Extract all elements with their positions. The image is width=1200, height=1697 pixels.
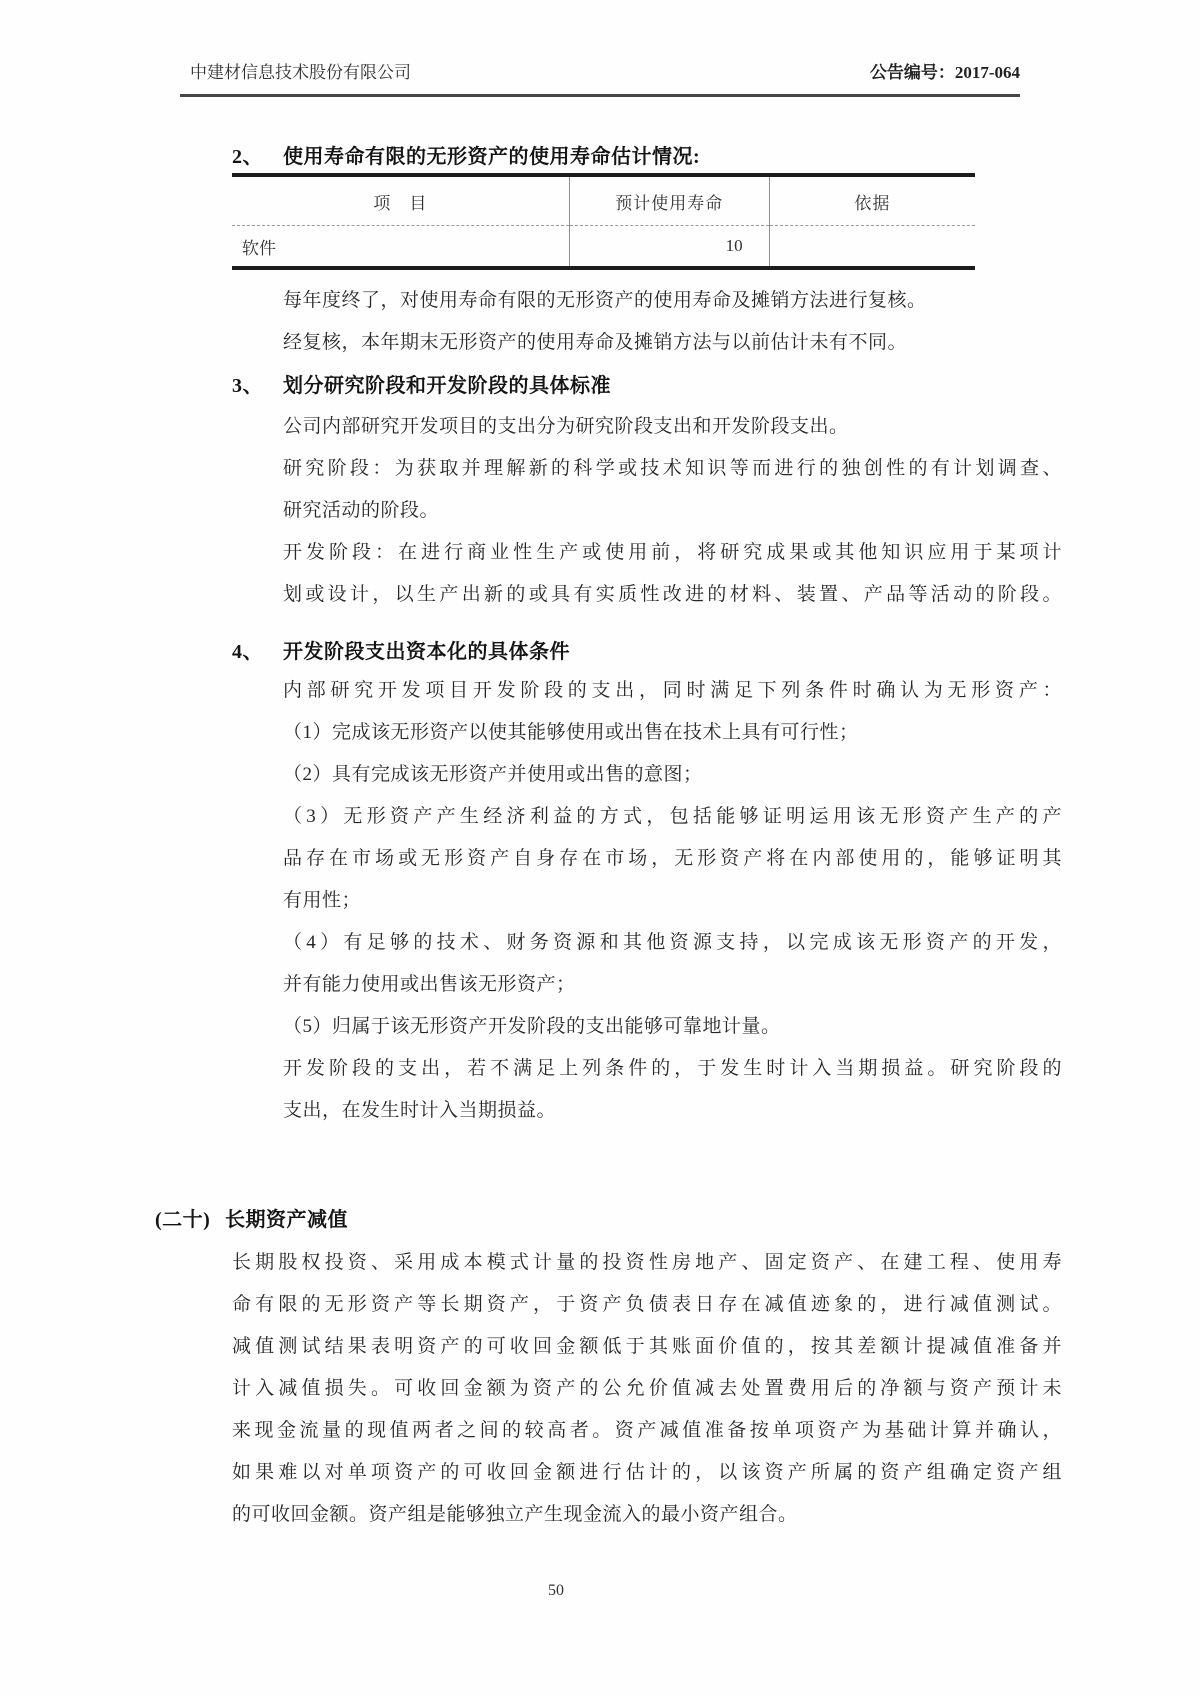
section-20-number: (二十) — [155, 1209, 211, 1231]
table-header-row — [232, 175, 975, 226]
body-line: 的可收回金额。资产组是能够独立产生现金流入的最小资产组合。 — [232, 1504, 798, 1525]
column-header-item: 项 目 — [232, 175, 569, 226]
column-header-basis: 依据 — [769, 175, 975, 226]
body-line: 长期股权投资、采用成本模式计量的投资性房地产、固定资产、在建工程、使用寿 — [232, 1252, 1062, 1273]
section-2-body — [283, 280, 1062, 364]
body-line: （3）无形资产产生经济利益的方式，包括能够证明运用该无形资产生产的产 — [283, 806, 1062, 827]
page-number: 50 — [548, 1582, 564, 1599]
useful-life-table — [232, 173, 975, 270]
body-line: 减值测试结果表明资产的可收回金额低于其账面价值的，按其差额计提减值准备并 — [232, 1336, 1062, 1357]
body-line: 开发阶段：在进行商业性生产或使用前，将研究成果或其他知识应用于某项计 — [283, 542, 1062, 563]
body-line: （5）归属于该无形资产开发阶段的支出能够可靠地计量。 — [283, 1016, 781, 1037]
page-header — [190, 0, 1020, 83]
body-line: （4）有足够的技术、财务资源和其他资源支持，以完成该无形资产的开发， — [283, 932, 1062, 953]
body-line: 有用性； — [283, 890, 362, 911]
company-name: 中建材信息技术股份有限公司 — [190, 63, 411, 82]
cell-basis — [769, 226, 975, 269]
body-line: 品存在市场或无形资产自身存在市场，无形资产将在内部使用的，能够证明其 — [283, 848, 1062, 869]
body-line: 每年度终了，对使用寿命有限的无形资产的使用寿命及摊销方法进行复核。 — [283, 290, 927, 311]
body-line: 并有能力使用或出售该无形资产； — [283, 974, 576, 995]
body-line: 内部研究开发项目开发阶段的支出，同时满足下列条件时确认为无形资产： — [283, 680, 1062, 701]
body-line: （2）具有完成该无形资产并使用或出售的意图； — [283, 764, 703, 785]
section-3-heading — [232, 372, 1200, 400]
body-line: 命有限的无形资产等长期资产，于资产负债表日存在减值迹象的，进行减值测试。 — [232, 1294, 1062, 1315]
section-3-number: 3、 — [232, 375, 263, 397]
body-line: 支出，在发生时计入当期损益。 — [283, 1100, 557, 1121]
table-row — [232, 226, 975, 269]
body-line: 研究活动的阶段。 — [283, 500, 440, 521]
body-line: 来现金流量的现值两者之间的较高者。资产减值准备按单项资产为基础计算并确认， — [232, 1420, 1062, 1441]
body-line: 公司内部研究开发项目的支出分为研究阶段支出和开发阶段支出。 — [283, 416, 849, 437]
header-divider — [180, 94, 1020, 97]
section-20-heading — [155, 1206, 1200, 1234]
body-line: 研究阶段：为获取并理解新的科学或技术知识等而进行的独创性的有计划调查、 — [283, 458, 1062, 479]
cell-item: 软件 — [242, 238, 276, 258]
body-line: （1）完成该无形资产以使其能够使用或出售在技术上具有可行性； — [283, 722, 859, 743]
body-line: 划或设计，以生产出新的或具有实质性改进的材料、装置、产品等活动的阶段。 — [283, 584, 1062, 605]
section-2-heading — [232, 143, 1200, 171]
section-20-title: 长期资产减值 — [225, 1209, 348, 1231]
body-line: 计入减值损失。可收回金额为资产的公允价值减去处置费用后的净额与资产预计未 — [232, 1378, 1062, 1399]
cell-life: 10 — [569, 226, 769, 269]
section-2-number: 2、 — [232, 146, 263, 168]
section-2-title: 使用寿命有限的无形资产的使用寿命估计情况: — [283, 146, 701, 168]
column-header-expected-life: 预计使用寿命 — [569, 175, 769, 226]
notice-number: 公告编号：2017-064 — [869, 63, 1020, 82]
body-line: 经复核，本年期末无形资产的使用寿命及摊销方法与以前估计未有不同。 — [283, 332, 908, 353]
body-line: 如果难以对单项资产的可收回金额进行估计的，以该资产所属的资产组确定资产组 — [232, 1462, 1062, 1483]
section-4-body — [283, 670, 1062, 1132]
section-4-title: 开发阶段支出资本化的具体条件 — [283, 641, 570, 663]
section-3-body — [283, 406, 1062, 616]
section-4-number: 4、 — [232, 641, 263, 663]
section-3-title: 划分研究阶段和开发阶段的具体标准 — [283, 375, 611, 397]
section-4-heading — [232, 638, 1200, 666]
body-line: 开发阶段的支出，若不满足上列条件的，于发生时计入当期损益。研究阶段的 — [283, 1058, 1062, 1079]
section-20-body — [232, 1242, 1062, 1536]
